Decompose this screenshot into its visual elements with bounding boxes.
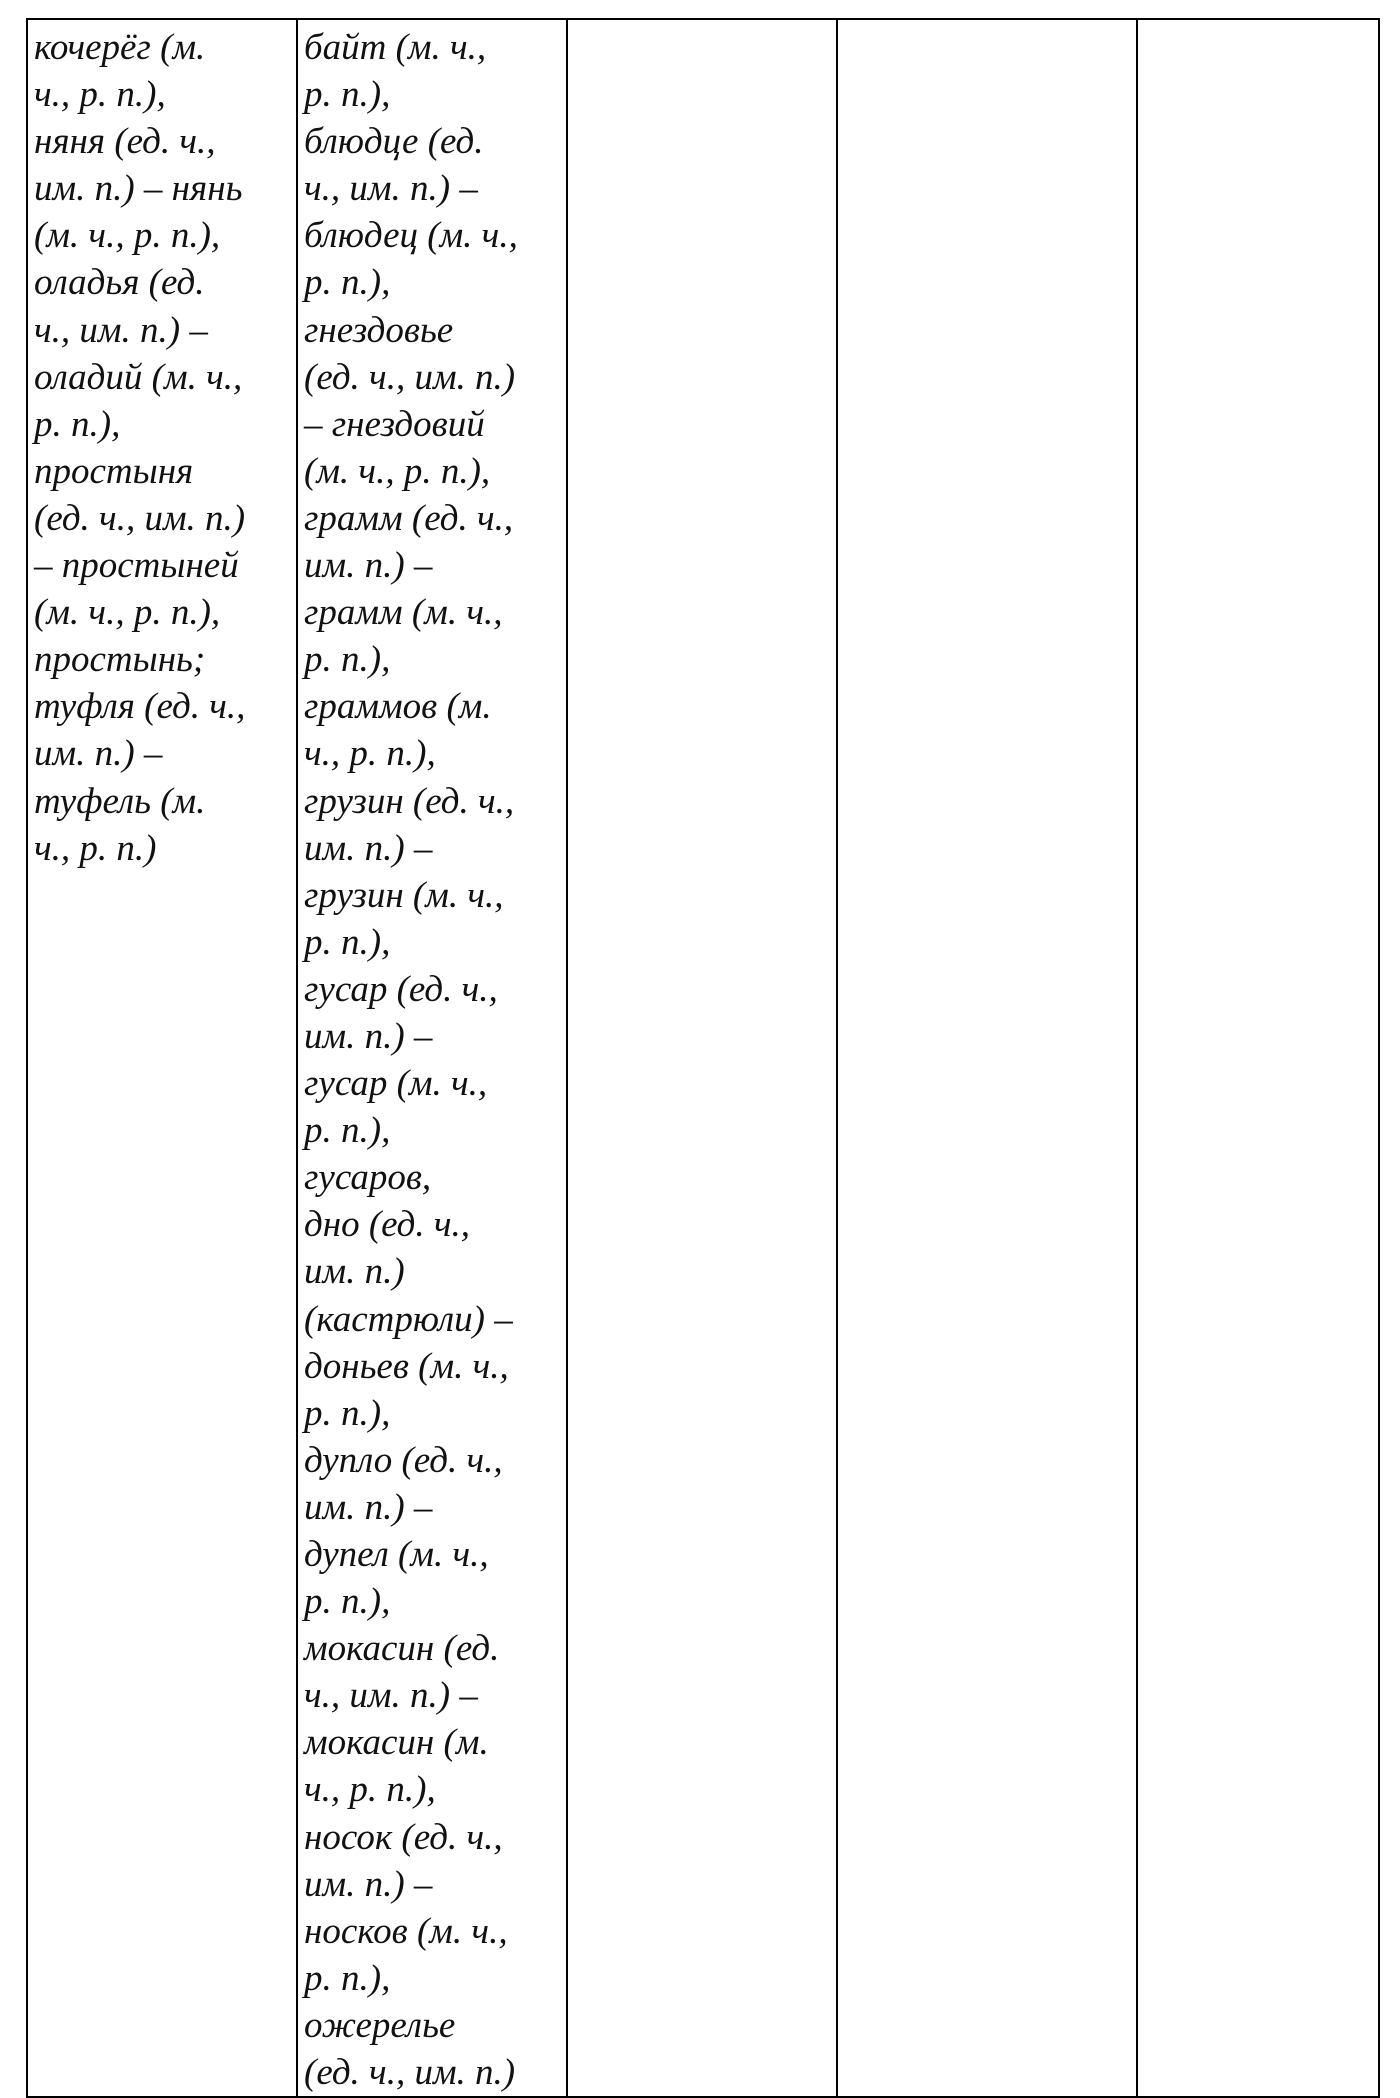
cell-text <box>28 20 296 872</box>
text-line: блюдце (ед. <box>304 121 484 163</box>
text-line: блюдец (м. ч., <box>304 215 518 257</box>
text-line: им. п.) <box>304 1251 405 1293</box>
text-line: (м. ч., р. п.), <box>34 592 221 634</box>
text-line: грамм (ед. ч., <box>304 497 514 539</box>
table-cell-col-5 <box>1137 19 1379 2097</box>
text-line: р. п.), <box>304 74 391 116</box>
text-line: – гнездовий <box>304 403 485 445</box>
text-line: доньев (м. ч., <box>304 1345 509 1387</box>
text-line: ч., р. п.), <box>304 733 436 775</box>
text-line: – простыней <box>34 545 239 587</box>
text-line: дупло (ед. ч., <box>304 1439 503 1481</box>
text-line: им. п.) – <box>304 1486 433 1528</box>
text-line: ч., им. п.) – <box>304 1675 478 1717</box>
text-line: ч., им. п.) – <box>304 168 478 210</box>
text-line: гнездовье <box>304 309 454 351</box>
text-line: (ед. ч., им. п.) <box>34 497 246 539</box>
text-line: носок (ед. ч., <box>304 1816 503 1858</box>
text-line: граммов (м. <box>304 686 492 728</box>
text-line: р. п.), <box>304 1392 391 1434</box>
table-cell-col-2 <box>297 19 567 2097</box>
text-line: кочерёг (м. <box>34 27 206 68</box>
text-line: туфля (ед. ч., <box>34 686 246 728</box>
text-line: р. п.), <box>304 262 391 304</box>
text-line: ч., р. п.), <box>304 1769 436 1811</box>
text-line: им. п.) – <box>34 733 163 775</box>
text-line: им. п.) – нянь <box>34 168 243 210</box>
table-cell-col-3 <box>567 19 837 2097</box>
text-line: мокасин (ед. <box>304 1628 500 1670</box>
text-line: р. п.), <box>304 1581 391 1623</box>
text-line: дно (ед. ч., <box>304 1204 471 1246</box>
cell-text <box>838 20 1136 24</box>
text-line: мокасин (м. <box>304 1722 489 1764</box>
text-line: (кастрюли) – <box>304 1298 513 1340</box>
text-line: дупел (м. ч., <box>304 1534 489 1575</box>
text-line: простынь; <box>34 639 206 681</box>
text-line: (м. ч., р. п.), <box>34 215 221 257</box>
table-cell-col-4 <box>837 19 1137 2097</box>
text-line: (ед. ч., им. п.) <box>304 356 516 398</box>
text-line: им. п.) – <box>304 545 433 587</box>
text-line: (ед. ч., им. п.) <box>304 2052 516 2094</box>
cell-text <box>1138 20 1378 24</box>
text-line: (м. ч., р. п.), <box>304 450 491 492</box>
text-line: гусар (м. ч., <box>304 1063 488 1105</box>
text-line: р. п.), <box>304 1957 391 1999</box>
text-line: р. п.), <box>304 921 391 963</box>
text-line: ч., им. п.) – <box>34 309 208 351</box>
text-line: грузин (ед. ч., <box>304 780 515 822</box>
text-line: туфель (м. <box>34 780 206 822</box>
text-line: няня (ед. ч., <box>34 121 216 163</box>
text-line: ч., р. п.), <box>34 74 166 116</box>
text-line: носков (м. ч., <box>304 1910 508 1952</box>
text-line: им. п.) – <box>304 827 433 869</box>
text-line: оладья (ед. <box>34 262 205 304</box>
text-line: грузин (м. ч., <box>304 874 504 916</box>
text-line: простыня <box>34 450 194 492</box>
cell-text <box>298 20 566 2096</box>
text-line: им. п.) – <box>304 1863 433 1905</box>
word-forms-table <box>26 18 1380 2098</box>
text-line: гусар (ед. ч., <box>304 968 498 1010</box>
text-line: р. п.), <box>34 403 121 445</box>
text-line: р. п.), <box>304 1110 391 1152</box>
text-line: грамм (м. ч., <box>304 592 503 634</box>
text-line: оладий (м. ч., <box>34 356 243 398</box>
text-line: гусаров, <box>304 1157 432 1199</box>
text-line: байт (м. ч., <box>304 27 487 68</box>
text-line: ожерелье <box>304 2004 456 2046</box>
text-line: им. п.) – <box>304 1015 433 1057</box>
table-row <box>27 19 1379 2097</box>
table-cell-col-1 <box>27 19 297 2097</box>
text-line: ч., р. п.) <box>34 827 157 869</box>
text-line: р. п.), <box>304 639 391 681</box>
cell-text <box>568 20 836 24</box>
